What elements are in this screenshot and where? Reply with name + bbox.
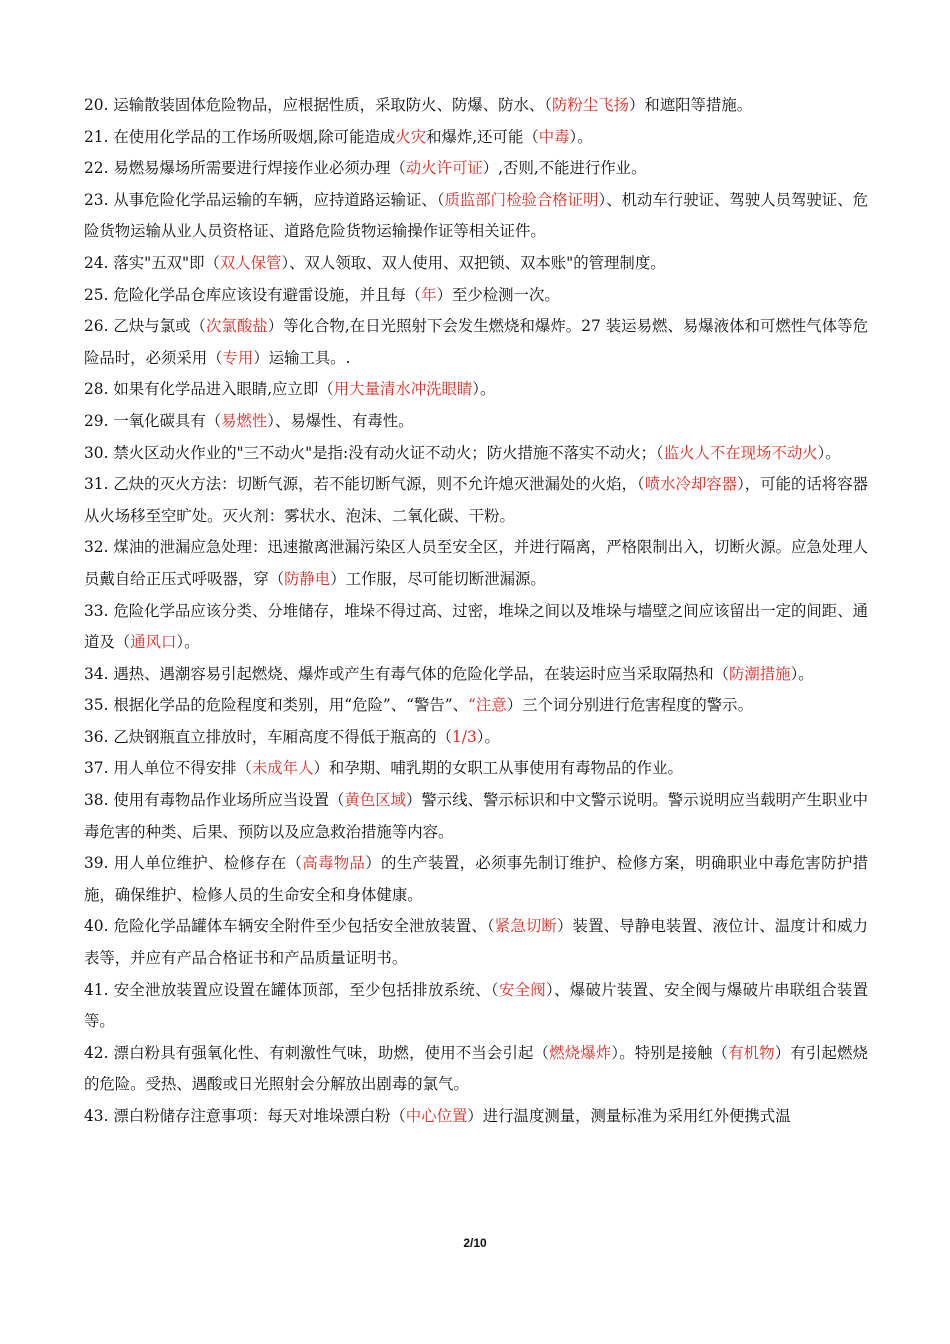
question-text: ）的生产装置，必须事先制订维护、检修方案，明确职业中毒危害防护措施，确保维护、检修人员的生命安全和身体健康。 xyxy=(84,854,868,904)
answer-text: 紧急切断 xyxy=(494,917,557,936)
question-item xyxy=(84,1101,868,1133)
question-text: ）。 xyxy=(569,127,593,146)
question-text: 33. 危险化学品应该分类、分堆储存，堆垛不得过高、过密，堆垛之间以及堆垛与墙壁之间应该留出一定的间距、通道及（ xyxy=(84,601,868,652)
answer-text: 防粉尘飞扬 xyxy=(552,96,629,114)
question-item xyxy=(84,153,868,185)
answer-text: 质监部门检验合格证明 xyxy=(444,190,599,209)
question-text: 39. 用人单位维护、检修存在（ xyxy=(84,854,303,873)
question-text: ）运输工具。. xyxy=(253,348,351,367)
question-item xyxy=(84,248,868,280)
question-text: ）装置、导静电装置、液位计、温度计和威力表等，并应有产品合格证书和产品质量证明书。 xyxy=(84,917,868,968)
question-text: 42. 漂白粉具有强氧化性、有刺激性气味，助燃，使用不当会引起（ xyxy=(84,1043,550,1062)
question-item xyxy=(84,911,868,974)
answer-text: 易燃性 xyxy=(221,411,268,430)
question-text: ）。特别是接触（ xyxy=(611,1043,729,1062)
question-text: 36. 乙炔钢瓶直立排放时，车厢高度不得低于瓶高的（ xyxy=(84,727,452,746)
question-item xyxy=(84,722,868,754)
answer-text: 燃烧爆炸 xyxy=(549,1043,612,1062)
question-text: ）等化合物,在日光照射下会发生燃烧和爆炸。27 装运易燃、易爆液体和可燃性气体等危险品时，必须采用（ xyxy=(84,317,868,367)
question-item xyxy=(84,185,868,248)
answer-text: 通风口 xyxy=(130,633,177,652)
question-text: ）、双人领取、双人使用、双把锁、双本账"的管理制度。 xyxy=(281,253,666,272)
question-text: 34. 遇热、遇潮容易引起燃烧、爆炸或产生有毒气体的危险化学品，在装运时应当采取隔热和（ xyxy=(84,664,729,683)
question-text: ），可能的话将容器从火场移至空旷处。灭火剂：雾状水、泡沫、二氧化碳、干粉。 xyxy=(84,475,868,525)
question-item xyxy=(84,785,868,848)
question-text: 37. 用人单位不得安排（ xyxy=(84,759,252,778)
question-text: 20. 运输散装固体危险物品，应根据性质，采取防火、防爆、防水、（ xyxy=(84,96,552,114)
answer-text: 高毒物品 xyxy=(302,854,366,873)
question-text: 41. 安全泄放装置应设置在罐体顶部，至少包括排放系统、（ xyxy=(84,980,499,999)
answer-text: 喷水冷却容器 xyxy=(644,475,738,494)
answer-text: 防潮措施 xyxy=(729,664,791,683)
question-text: ）和遮阳等措施。 xyxy=(628,96,753,114)
answer-text: 安全阀 xyxy=(498,980,547,999)
question-text: ）三个词分别进行危害程度的警示。 xyxy=(506,696,753,715)
question-text: 31. 乙炔的灭火方法：切断气源，若不能切断气源，则不允许熄灭泄漏处的火焰，（ xyxy=(84,475,645,494)
answer-text: 黄色区域 xyxy=(344,791,406,810)
question-text: 43. 漂白粉储存注意事项：每天对堆垛漂白粉（ xyxy=(84,1107,406,1125)
question-text: ）。 xyxy=(790,664,814,683)
answer-text: 1/3 xyxy=(451,727,477,746)
question-text: 25. 危险化学品仓库应该设有避雷设施，并且每（ xyxy=(84,285,422,304)
question-text: ）。 xyxy=(472,380,496,399)
question-item xyxy=(84,975,868,1038)
question-text: 23. 从事危险化学品运输的车辆，应持道路运输证、（ xyxy=(84,190,445,209)
question-item xyxy=(84,406,868,438)
question-item xyxy=(84,753,868,785)
answer-text: 火灾 xyxy=(395,127,427,146)
question-text: ）。 xyxy=(817,443,841,462)
question-text: ）警示线、警示标识和中文警示说明。警示说明应当载明产生职业中毒危害的种类、后果、预防以及应急救治措施等内容。 xyxy=(84,791,868,841)
answer-text: “注意 xyxy=(468,696,507,715)
question-text: 26. 乙炔与氯或（ xyxy=(84,317,206,336)
question-text: ）。 xyxy=(476,727,500,746)
question-text: ）、易爆性、有毒性。 xyxy=(267,411,414,430)
document-body xyxy=(84,90,868,1133)
question-item xyxy=(84,659,868,691)
question-text: 和爆炸,还可能（ xyxy=(426,127,539,146)
question-text: 32. 煤油的泄漏应急处理：迅速撤离泄漏污染区人员至安全区，并进行隔离，严格限制出入，切断火源。应急处理人员戴自给正压式呼吸器，穿（ xyxy=(84,538,868,588)
page-number: 2/10 xyxy=(463,1236,487,1250)
question-text: 28. 如果有化学品进入眼睛,应立即（ xyxy=(84,380,334,399)
question-text: 22. 易燃易爆场所需要进行焊接作业必须办理（ xyxy=(84,159,406,178)
question-item xyxy=(84,532,868,595)
answer-text: 次氯酸盐 xyxy=(205,317,268,336)
question-text: ）。 xyxy=(176,633,200,652)
answer-text: 用大量清水冲洗眼睛 xyxy=(333,380,473,399)
question-item xyxy=(84,122,868,154)
question-text: 38. 使用有毒物品作业场所应当设置（ xyxy=(84,791,345,810)
answer-text: 监火人不在现场不动火 xyxy=(663,443,818,462)
question-item xyxy=(84,374,868,406)
question-text: ）进行温度测量，测量标准为采用红外便携式温 xyxy=(467,1107,791,1125)
question-text: ）、爆破片装置、安全阀与爆破片串联组合装置等。 xyxy=(84,980,868,1031)
question-item xyxy=(84,848,868,911)
question-text: 35. 根据化学品的危险程度和类别，用“危险”、“警告”、 xyxy=(84,696,469,715)
question-item xyxy=(84,438,868,470)
question-text: ）,否则,不能进行作业。 xyxy=(482,159,647,178)
answer-text: 中心位置 xyxy=(405,1107,468,1125)
question-text: 30. 禁火区动火作业的"三不动火"是指:没有动火证不动火；防火措施不落实不动火；（ xyxy=(84,443,664,462)
question-item xyxy=(84,596,868,659)
answer-text: 专用 xyxy=(222,348,254,367)
question-item xyxy=(84,1038,868,1101)
question-text: 21. 在使用化学品的工作场所吸烟,除可能造成 xyxy=(84,127,396,146)
answer-text: 中毒 xyxy=(538,127,570,146)
answer-text: 防静电 xyxy=(284,569,331,588)
answer-text: 动火许可证 xyxy=(405,159,483,178)
question-item xyxy=(84,311,868,374)
answer-text: 双人保管 xyxy=(219,253,282,272)
question-text: ）和孕期、哺乳期的女职工从事使用有毒物品的作业。 xyxy=(313,759,683,778)
question-text: ）工作服，尽可能切断泄漏源。 xyxy=(330,569,546,588)
question-text: ）、机动车行驶证、驾驶人员驾驶证、危险货物运输从业人员资格证、道路危险货物运输操作证等相关证件。 xyxy=(84,190,868,241)
question-text: ）至少检测一次。 xyxy=(436,285,560,304)
question-item xyxy=(84,280,868,312)
question-text: 24. 落实"五双"即（ xyxy=(84,253,220,272)
question-text: 40. 危险化学品罐体车辆安全附件至少包括安全泄放装置、（ xyxy=(84,917,495,936)
answer-text: 有机物 xyxy=(728,1043,775,1062)
question-item xyxy=(84,469,868,532)
question-text: ）有引起燃烧的危险。受热、遇酸或日光照射会分解放出剧毒的氯气。 xyxy=(84,1043,868,1094)
answer-text: 未成年人 xyxy=(251,759,314,778)
answer-text: 年 xyxy=(421,285,437,304)
question-item xyxy=(84,690,868,722)
question-text: 29. 一氧化碳具有（ xyxy=(84,411,222,430)
question-item xyxy=(84,90,868,122)
